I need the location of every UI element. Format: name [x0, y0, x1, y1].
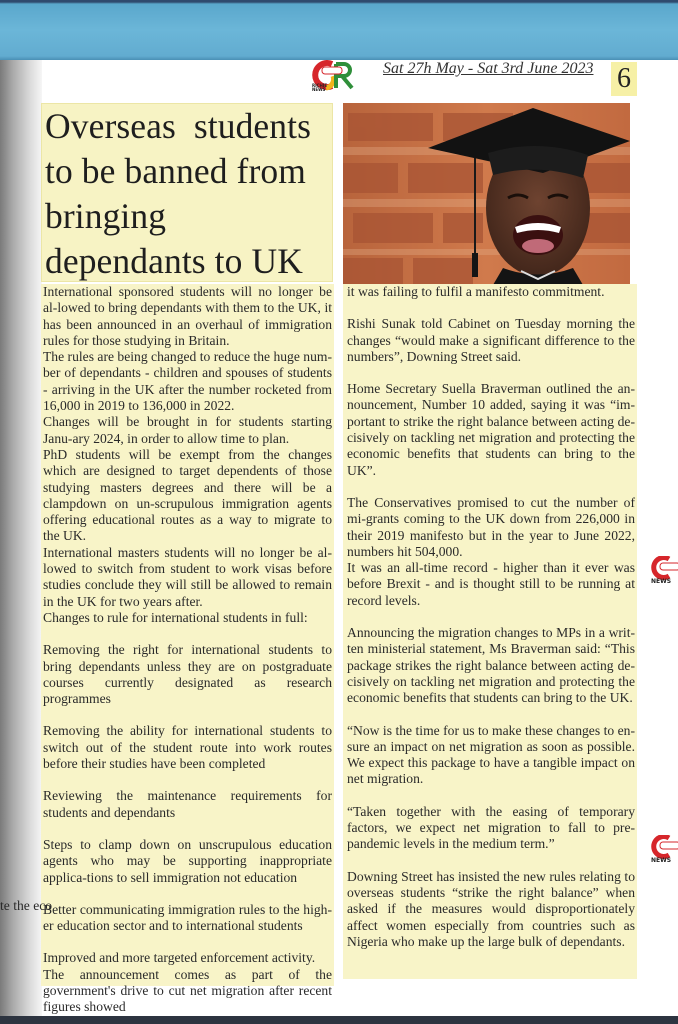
rule-item: Steps to clamp down on unscrupulous education agents who may be supporting inappropriate applica-tions to sell immigration not education — [43, 836, 332, 885]
paragraph: The announcement comes as part of the government's drive to cut net migration after recent figures showed — [43, 966, 332, 1015]
edge-logo — [651, 835, 678, 865]
paragraph: “Taken together with the easing of temporary factors, we expect net migration to fall to pre-pandemic levels in the medium term.” — [347, 803, 635, 852]
graduate-photo — [343, 103, 630, 285]
edge-logo-graphic — [651, 556, 678, 586]
paragraph: International sponsored students will no longer be al-lowed to bring dependants with them to the UK, it has been announced in an overhaul of immigration rules for those studying in Britain. — [43, 284, 332, 348]
paragraph: The Conservatives promised to cut the number of mi-grants coming to the UK down from 226,000 in their 2019 manifesto but in the year to June 2022, numbers hit 504,000. — [347, 494, 635, 559]
paragraph: Changes will be brought in for students starting Janu-ary 2024, in order to allow time to plan. — [43, 414, 332, 446]
paragraph: Rishi Sunak told Cabinet on Tuesday morning the changes “would make a significant difference to the numbers”, Downing Street said. — [347, 316, 635, 364]
svg-text:NEWS: NEWS — [651, 578, 672, 585]
svg-text:NEWS: NEWS — [651, 857, 672, 864]
rule-item: Improved and more targeted enforcement activity. — [43, 950, 316, 966]
paragraph: “Now is the time for us to make these changes to en-sure an impact on net migration as soon as possible. We expect this package to have a tangible impact on net migration. — [347, 722, 635, 787]
richie-news-logo — [312, 60, 362, 92]
previous-page-bleed-text: te the eco — [0, 898, 53, 913]
rule-item: Removing the right for international students to bring dependants unless they are on postgraduate courses currently designated as research programmes — [43, 642, 332, 707]
headline-line: dependants to UK — [45, 241, 303, 281]
rule-item: Reviewing the maintenance requirements for students and dependants — [43, 788, 332, 820]
paragraph: Downing Street has insisted the new rules relating to overseas students “strike the right balance” when asked if the measures would disproportionately affect women especially from countries such as Nigeria who make up the large bulk of dependants. — [347, 868, 635, 949]
headline-line: bringing — [45, 196, 167, 236]
logo-text: RICHIE NEWS — [312, 83, 328, 92]
page-number: 6 — [611, 62, 637, 96]
paragraph: it was failing to fulfil a manifesto commitment. — [347, 284, 605, 299]
paragraph: PhD students will be exempt from the changes which are designed to target dependents of those studying masters degrees and there will be a clampdown on un-scrupulous immigration agents offering educational routes as a way to migrate to the UK. — [43, 446, 332, 544]
headline — [42, 104, 332, 284]
paragraph: Home Secretary Suella Braverman outlined the an-nouncement, Number 10 added, saying it was “im-portant to strike the right balance between acting de-cisively on tackling net migration and protecting the economic benefits that students can bring to the UK”. — [347, 381, 635, 478]
page-fold-shadow — [0, 60, 42, 1016]
rule-item: Removing the ability for international students to switch out of the student route into work routes before their studies have been completed — [43, 723, 332, 772]
article-column-right — [343, 284, 637, 979]
paragraph: It was an all-time record - higher than it ever was before Brexit - and is thought still to be running at record levels. — [347, 560, 635, 608]
rule-item: Better communicating immigration rules to the high-er education sector and to international students — [43, 901, 332, 934]
top-bar — [0, 0, 678, 60]
issue-date: Sat 27h May - Sat 3rd June 2023 — [383, 60, 594, 77]
headline-line: Overseas students — [45, 106, 312, 146]
edge-logo — [651, 556, 678, 586]
headline-line: to be banned from — [45, 151, 306, 191]
edge-logo-graphic — [651, 835, 678, 865]
bottom-bar — [0, 1016, 678, 1024]
paragraph: The rules are being changed to reduce the huge num-ber of dependants - children and spouses of students - arriving in the UK after the number rocketed from 16,000 in 2019 to 136,000 in 2022. — [43, 349, 332, 414]
graduate-illustration — [343, 103, 630, 285]
paragraph: Changes to rule for international students in full: — [43, 609, 308, 625]
article-column-left — [41, 284, 334, 1015]
paragraph: International masters students will no longer be al-lowed to switch from student to work visas before studies conclude they will still be allowed to remain in the UK for two years after. — [43, 544, 332, 609]
paragraph: Announcing the migration changes to MPs in a writ-ten ministerial statement, Ms Braverman said: “This package strikes the right balance between acting de-cisively on tackling net migration and protecting the economic benefits that students can bring to the UK. — [347, 625, 635, 706]
headline-box — [41, 103, 333, 282]
